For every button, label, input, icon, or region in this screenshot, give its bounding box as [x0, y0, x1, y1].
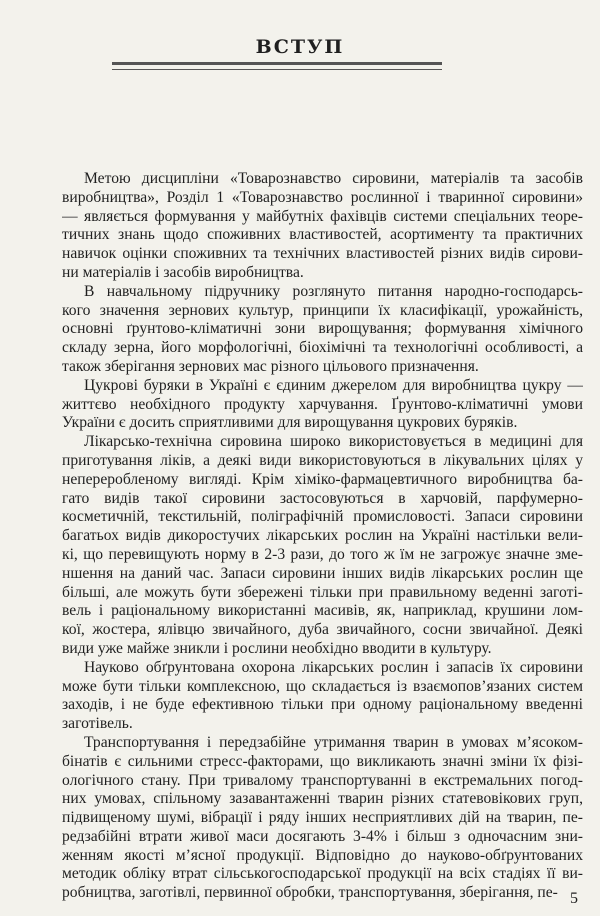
text-line: вель і раціональному використанні масивів, як, наприклад, крушини лом-: [62, 602, 583, 620]
text-line: виробництва», Розділ 1 «Товарознавство рослинної і тваринної сировини»: [62, 188, 583, 206]
page-title: ВСТУП: [255, 36, 345, 58]
paragraph: [62, 170, 583, 283]
text-line: редзабійні втрати живої маси досягають 3-4% і більш з одночасним зни-: [62, 827, 583, 845]
text-line: приготування ліків, а деякі види використовуються в лікувальних цілях у: [62, 451, 583, 469]
text-line: також зберігання зернових мас різного цільового призначення.: [62, 357, 479, 375]
title-rule-thin: [112, 69, 442, 70]
text-line: Лікарсько-технічна сировина широко використовується в медицині для: [84, 433, 583, 451]
text-line: бінатів є сильними стресс-факторами, що викликають значні зміни їх фізі-: [62, 752, 583, 770]
text-line: робництва, заготівлі, первинної обробки, транспортування, зберігання, пе-: [62, 884, 558, 902]
text-line: непереробленому вигляді. Крім хіміко-фармацевтичного виробництва ба-: [62, 470, 583, 488]
text-line: кої, жостера, ялівцю звичайного, дуба звичайного, сосни звичайної. Деякі: [62, 621, 583, 639]
text-line: підвищеному шумі, вібрації і ряду інших несприятливих дій на тварин, пе-: [62, 809, 583, 827]
text-line: кі, що перевищують норму в 2-3 рази, до того ж їм не загрожує значне зме-: [62, 545, 583, 563]
text-line: заготівель.: [62, 715, 133, 733]
text-line: Метою дисципліни «Товарознавство сировини, матеріалів та засобів: [84, 170, 583, 187]
text-line: багатьох видів дикоростучих лікарських рослин на Україні настільки вели-: [62, 527, 583, 545]
text-line: основні ґрунтово-кліматичні зони вирощування; формування хімічного: [62, 320, 583, 338]
text-line: навичок оцінки споживних та технічних властивостей різних видів сирови-: [62, 245, 583, 263]
body-text: [62, 170, 583, 903]
text-line: види уже майже зникли і рослини необхідно вводити в культуру.: [62, 639, 492, 657]
text-line: гато видів такої сировини застосовуються в харчовій, парфумерно-: [62, 489, 583, 507]
text-line: ологічного стану. При тривалому транспортуванні в екстремальних погод-: [62, 771, 583, 789]
text-line: женням якості м’ясної продукції. Відповідно до науково-обґрунтованих: [62, 846, 583, 864]
text-line: більші, але можуть бути збережені тільки при правильному веденні заготі-: [62, 583, 583, 601]
text-line: заходів, і не буде ефективною тільки при одному раціональному введенні: [62, 696, 583, 714]
text-line: Науково обґрунтована охорона лікарських рослин і запасів їх сировини: [84, 658, 583, 676]
paragraph: [62, 659, 583, 734]
paragraph: [62, 377, 583, 433]
text-line: косметичній, текстильній, поліграфічній промисловості. Запаси сировини: [62, 508, 583, 526]
paragraph: [62, 433, 583, 659]
text-line: Цукрові буряки в Україні є єдиним джерелом для виробництва цукру —: [84, 376, 583, 394]
text-line: складу зерна, його морфологічні, біохімічні та технологічні особливості, а: [62, 339, 583, 357]
paragraph: [62, 283, 583, 377]
text-line: Транспортування і передзабійне утримання тварин в умовах м’ясоком-: [84, 733, 583, 751]
text-line: них умовах, спільному зазавантаженні тварин різних статевовікових груп,: [62, 790, 583, 808]
text-line: життєво необхідного продукту харчування. Ґрунтово-кліматичні умови: [62, 395, 583, 413]
text-line: — являється формування у майбутніх фахівців системи спеціальних теоре-: [62, 207, 583, 225]
text-line: може бути тільки комплексною, що складається із взаємопов’язаних систем: [62, 677, 583, 695]
paragraph: [62, 734, 583, 903]
text-line: тичних знань щодо споживних властивостей, асортименту та практичних: [62, 226, 583, 244]
title-rule-thick: [112, 62, 442, 65]
text-line: В навчальному підручнику розглянуто питання народно-господарсь-: [84, 282, 583, 300]
page-number: 5: [570, 890, 578, 907]
text-line: кого значення зернових культур, принципи їх класифікації, урожайність,: [62, 301, 583, 319]
text-line: ншення на даний час. Запаси сировини інших видів лікарських рослин ще: [62, 564, 583, 582]
text-line: методик обліку втрат сільськогосподарської продукції на всіх стадіях її ви-: [62, 865, 583, 883]
text-line: ни матеріалів і засобів виробництва.: [62, 263, 304, 281]
text-line: України є досить сприятливими для вирощування цукрових буряків.: [62, 414, 518, 432]
